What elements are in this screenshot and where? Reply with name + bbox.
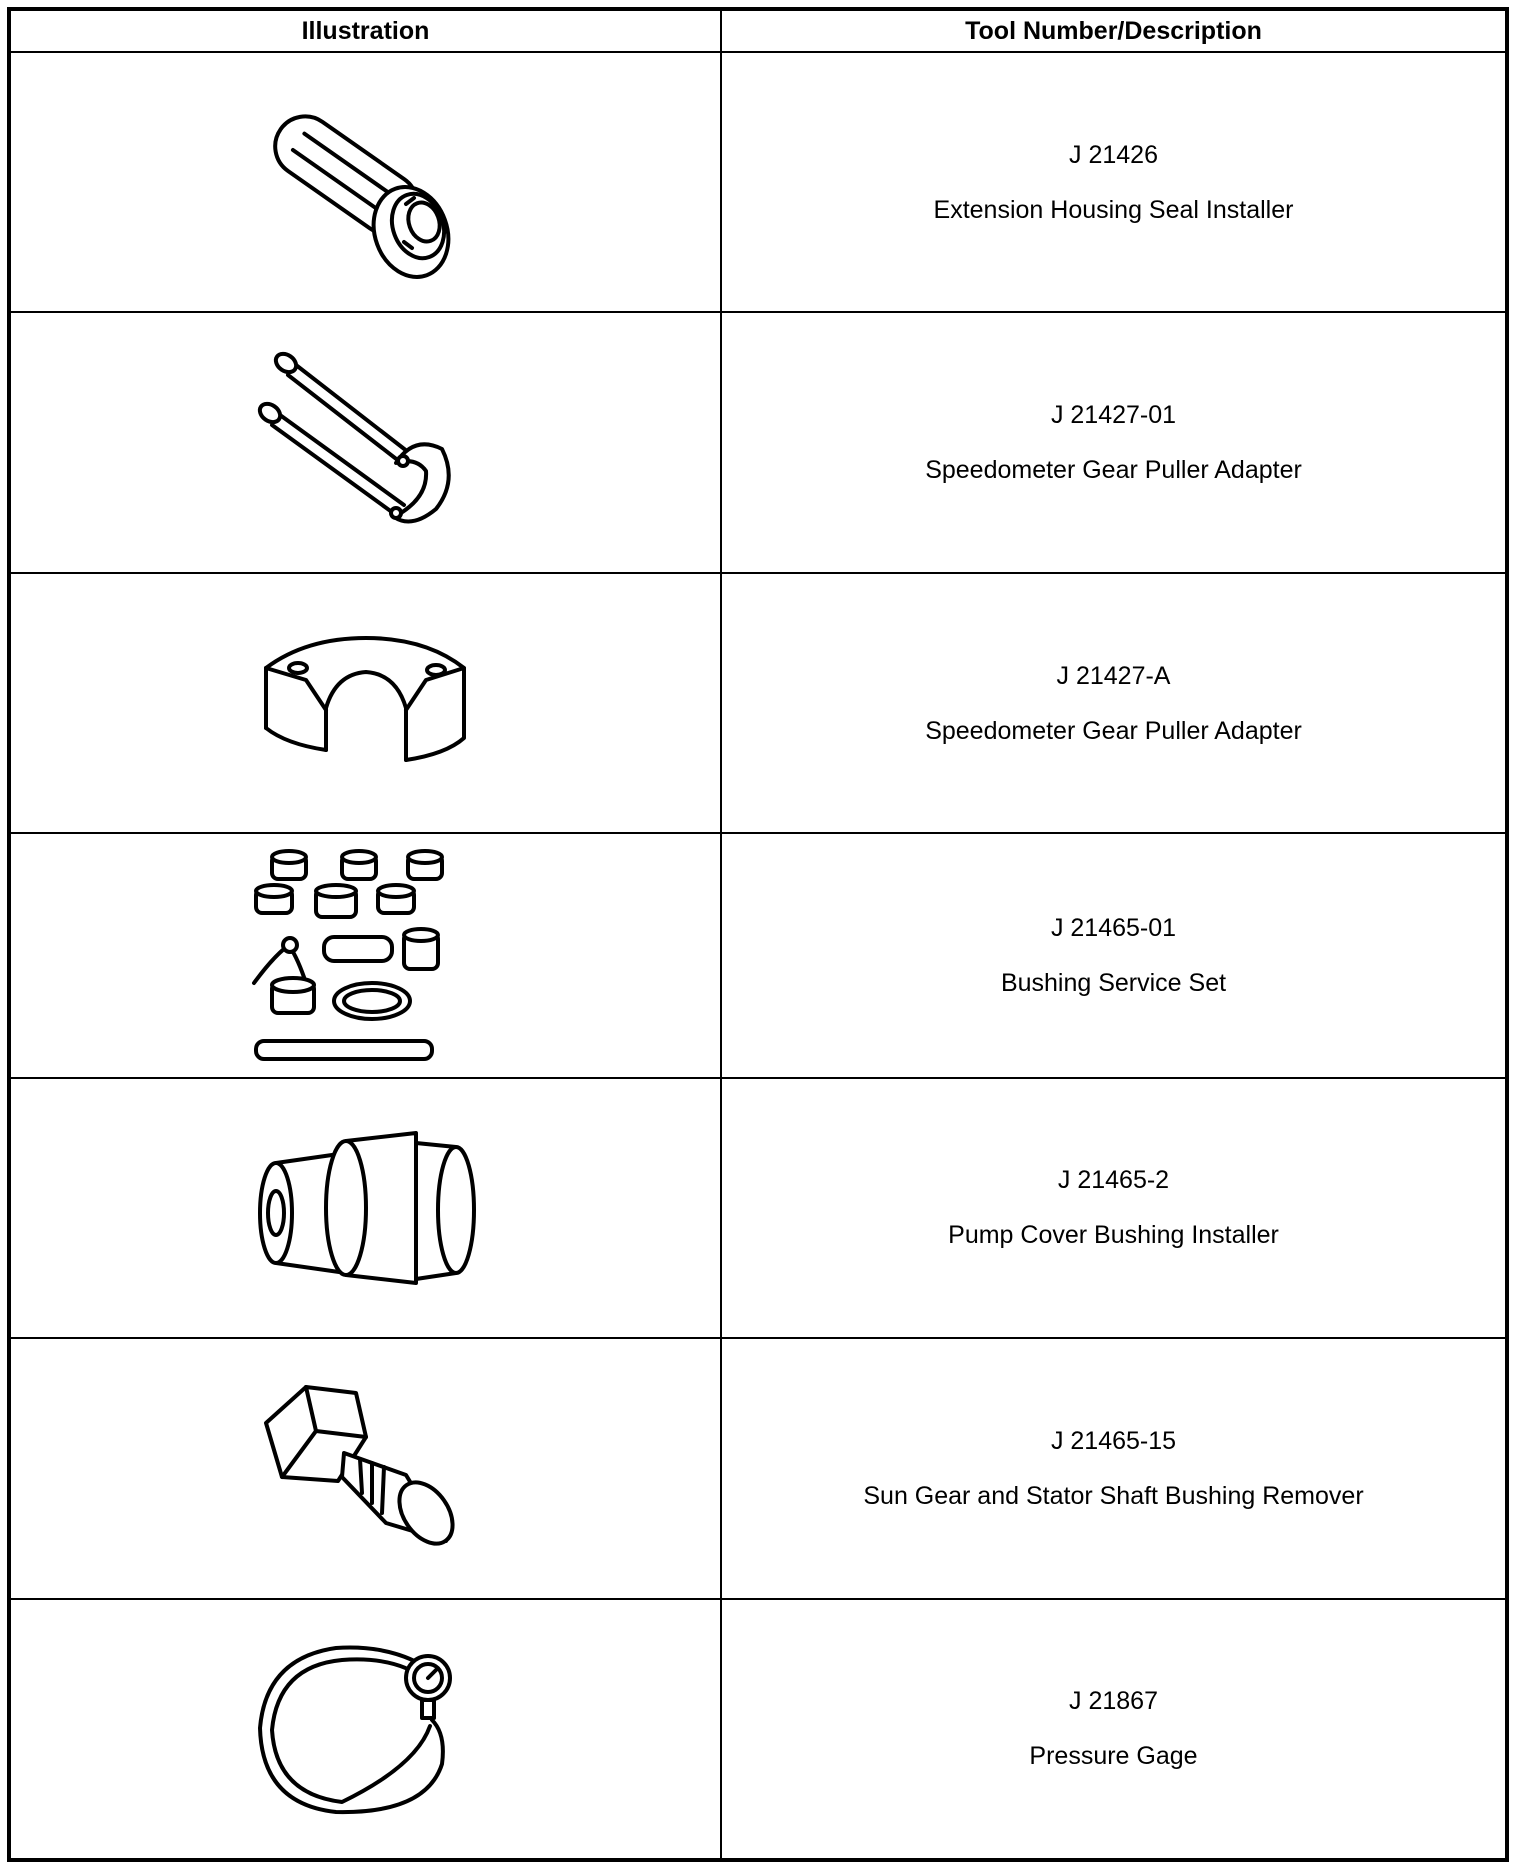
tool-description: Pressure Gage	[1029, 1742, 1198, 1771]
illustration-cell	[9, 52, 721, 312]
table-row	[9, 52, 1507, 312]
tool-number: J 21465-01	[1050, 913, 1177, 942]
bushing-set-icon	[246, 843, 486, 1067]
description-cell	[721, 312, 1507, 572]
table-row	[9, 1078, 1507, 1338]
description-cell	[721, 833, 1507, 1077]
illustration-cell	[9, 312, 721, 572]
tool-description: Bushing Service Set	[1000, 968, 1227, 997]
gear-puller-adapter-icon	[246, 628, 486, 778]
description-cell	[721, 52, 1507, 312]
table-row	[9, 573, 1507, 833]
header-row	[9, 9, 1507, 52]
table-row	[9, 312, 1507, 572]
bushing-installer-icon	[246, 1123, 486, 1293]
table-row	[9, 1599, 1507, 1861]
seal-installer-icon	[246, 82, 486, 282]
header-tool-description: Tool Number/Description	[721, 9, 1507, 52]
tool-description: Speedometer Gear Puller Adapter	[925, 716, 1302, 745]
tool-number: J 21867	[1069, 1687, 1158, 1716]
description-cell	[721, 1599, 1507, 1861]
tool-number: J 21465-15	[1050, 1426, 1177, 1455]
tool-number: J 21465-2	[1057, 1166, 1170, 1195]
illustration-cell	[9, 573, 721, 833]
tool-description: Speedometer Gear Puller Adapter	[925, 456, 1302, 485]
description-cell	[721, 573, 1507, 833]
tool-table	[7, 7, 1509, 1862]
header-illustration: Illustration	[9, 9, 721, 52]
tool-description: Sun Gear and Stator Shaft Bushing Remover	[863, 1481, 1364, 1510]
tool-number: J 21427-01	[1050, 401, 1177, 430]
table-row	[9, 1338, 1507, 1598]
illustration-cell	[9, 1078, 721, 1338]
illustration-cell	[9, 1599, 721, 1861]
illustration-cell	[9, 833, 721, 1077]
tool-description: Extension Housing Seal Installer	[933, 195, 1294, 224]
tool-description: Pump Cover Bushing Installer	[948, 1221, 1279, 1250]
table-row	[9, 833, 1507, 1077]
pressure-gage-icon	[246, 1634, 486, 1824]
tool-number: J 21427-A	[1056, 661, 1171, 690]
tool-number: J 21426	[1069, 140, 1158, 169]
gear-puller-rods-icon	[246, 333, 486, 553]
bushing-remover-icon	[246, 1373, 486, 1563]
description-cell	[721, 1078, 1507, 1338]
description-cell	[721, 1338, 1507, 1598]
illustration-cell	[9, 1338, 721, 1598]
